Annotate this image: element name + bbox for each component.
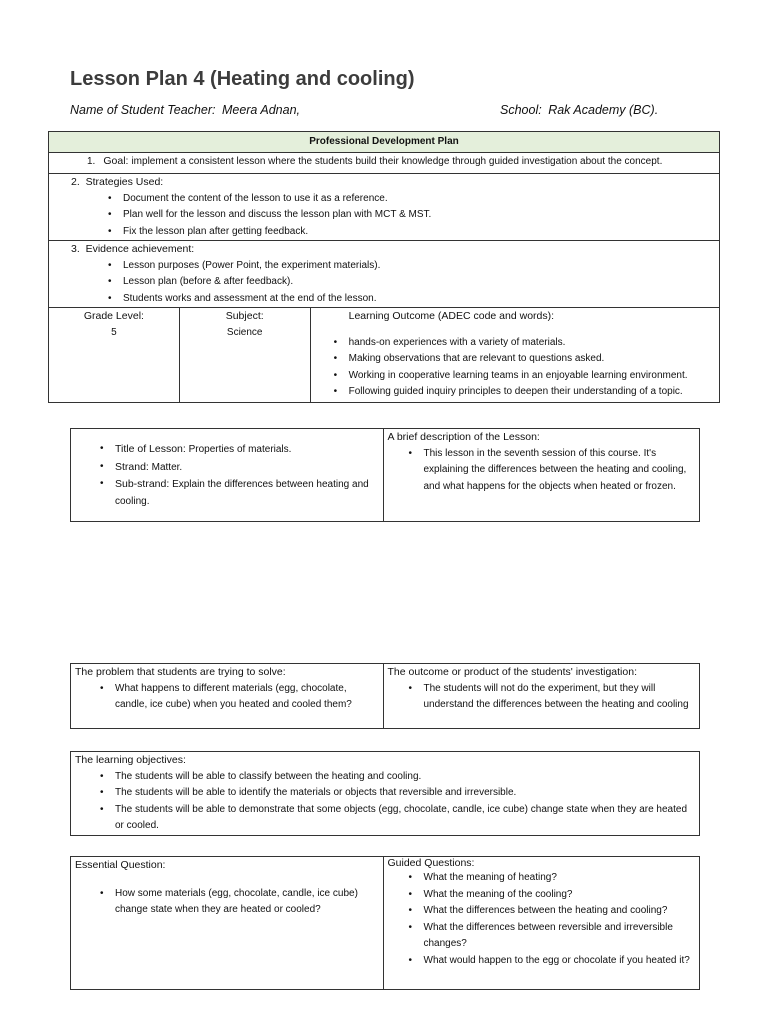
pdp-header: Professional Development Plan xyxy=(49,132,720,153)
list-item: • Lesson purposes (Power Point, the experiment materials). xyxy=(123,258,715,275)
strand-label: Strand: xyxy=(115,460,149,473)
essential-cell xyxy=(71,857,384,990)
list-item: • The students will be able to classify between the heating and cooling. xyxy=(115,769,695,786)
guided-cell xyxy=(383,857,700,990)
page-title: Lesson Plan 4 (Heating and cooling) xyxy=(70,68,415,90)
essential-list xyxy=(75,886,379,919)
school-line xyxy=(500,103,658,117)
subject-cell xyxy=(179,308,310,403)
list-item: • What would happen to the egg or chocolate if you heated it? xyxy=(424,953,696,970)
pdp-table xyxy=(48,131,720,403)
product-label: The outcome or product of the students' investigation: xyxy=(387,666,637,678)
list-item: • The students will be able to identify the materials or objects that reversible and irreversible. xyxy=(115,785,695,802)
grade-value: 5 xyxy=(111,326,117,338)
grade-label: Grade Level: xyxy=(83,310,144,322)
lesson-desc-list xyxy=(388,446,696,496)
lesson-info-cell xyxy=(71,429,384,522)
questions-table xyxy=(70,856,700,990)
substrand-value: Explain the differences between heating and cooling. xyxy=(115,479,369,507)
lesson-table xyxy=(70,428,700,522)
list-item: • The students will be able to demonstrate that some objects (egg, chocolate, candle, ice cube) change state when they are heated or cooled. xyxy=(115,802,695,835)
strategies-title: 2. Strategies Used: xyxy=(71,176,164,188)
lesson-title-label: Title of Lesson: xyxy=(115,443,186,455)
list-item: • Plan well for the lesson and discuss the lesson plan with MCT & MST. xyxy=(123,207,715,224)
objectives-cell xyxy=(71,752,700,836)
list-item: • Following guided inquiry principles to deepen their understanding of a topic. xyxy=(349,384,715,401)
outcome-label: Learning Outcome (ADEC code and words): xyxy=(348,310,555,322)
lesson-desc-label: A brief description of the Lesson: xyxy=(387,431,540,443)
essential-label: Essential Question: xyxy=(75,859,166,871)
teacher-value: Meera Adnan, xyxy=(221,103,301,117)
list-item: • The students will not do the experiment, but they will understand the differences between the heating and cooling xyxy=(424,681,696,714)
subject-value: Science xyxy=(226,326,263,338)
problem-label: The problem that students are trying to solve: xyxy=(75,666,286,678)
goal-row xyxy=(49,153,720,174)
goal-label: Goal: xyxy=(103,155,129,167)
strategies-row xyxy=(49,174,720,241)
guided-list xyxy=(388,870,696,969)
list-item: • What the differences between the heating and cooling? xyxy=(424,903,696,920)
list-item: • What happens to different materials (egg, chocolate, candle, ice cube) when you heated and cooled them? xyxy=(115,681,379,714)
list-item: • Lesson plan (before & after feedback). xyxy=(123,274,715,291)
list-item xyxy=(115,476,379,510)
list-item: • This lesson in the seventh session of this course. It's explaining the differences between the heating and cooling, and what happens for the objects when heated or frozen. xyxy=(424,446,696,496)
list-item: • hands-on experiences with a variety of materials. xyxy=(349,335,715,352)
goal-text: implement a consistent lesson where the students build their knowledge through guided investigation about the concept. xyxy=(131,156,663,167)
lesson-info-list xyxy=(75,441,379,510)
grade-cell xyxy=(49,308,180,403)
problem-list xyxy=(75,681,379,714)
school-value: Rak Academy (BC). xyxy=(548,103,659,117)
list-item: • What the meaning of heating? xyxy=(424,870,696,887)
evidence-row xyxy=(49,241,720,308)
product-list xyxy=(388,681,696,714)
teacher-line xyxy=(70,103,300,117)
product-cell xyxy=(383,664,700,729)
list-item: • What the differences between reversible and irreversible changes? xyxy=(424,920,696,953)
guided-label: Guided Questions: xyxy=(387,857,475,869)
substrand-label: Sub-strand: xyxy=(115,478,170,490)
objectives-list xyxy=(75,769,695,835)
list-item: • Working in cooperative learning teams in an enjoyable learning environment. xyxy=(349,368,715,385)
strand-value: Matter. xyxy=(151,461,183,473)
outcome-list xyxy=(349,335,715,401)
lesson-desc-cell xyxy=(383,429,700,522)
list-item xyxy=(115,441,379,459)
list-item: • Making observations that are relevant to questions asked. xyxy=(349,351,715,368)
goal-number: 1. xyxy=(87,156,96,167)
list-item: • Fix the lesson plan after getting feedback. xyxy=(123,224,715,241)
school-label: School: xyxy=(500,103,542,117)
objectives-label: The learning objectives: xyxy=(75,754,186,766)
strategies-list xyxy=(71,191,715,241)
lesson-title-value: Properties of materials. xyxy=(188,444,292,455)
list-item: • How some materials (egg, chocolate, candle, ice cube) change state when they are heated or cooled? xyxy=(115,886,379,919)
objectives-table xyxy=(70,751,700,836)
list-item: • Students works and assessment at the end of the lesson. xyxy=(123,291,715,308)
problem-cell xyxy=(71,664,384,729)
outcome-cell xyxy=(310,308,719,403)
list-item: • What the meaning of the cooling? xyxy=(424,887,696,904)
evidence-list xyxy=(71,258,715,308)
teacher-label: Name of Student Teacher: xyxy=(70,103,216,117)
subject-label: Subject: xyxy=(225,310,264,322)
list-item: • Document the content of the lesson to use it as a reference. xyxy=(123,191,715,208)
evidence-title: 3. Evidence achievement: xyxy=(71,243,195,255)
list-item xyxy=(115,459,379,477)
problem-table xyxy=(70,663,700,729)
